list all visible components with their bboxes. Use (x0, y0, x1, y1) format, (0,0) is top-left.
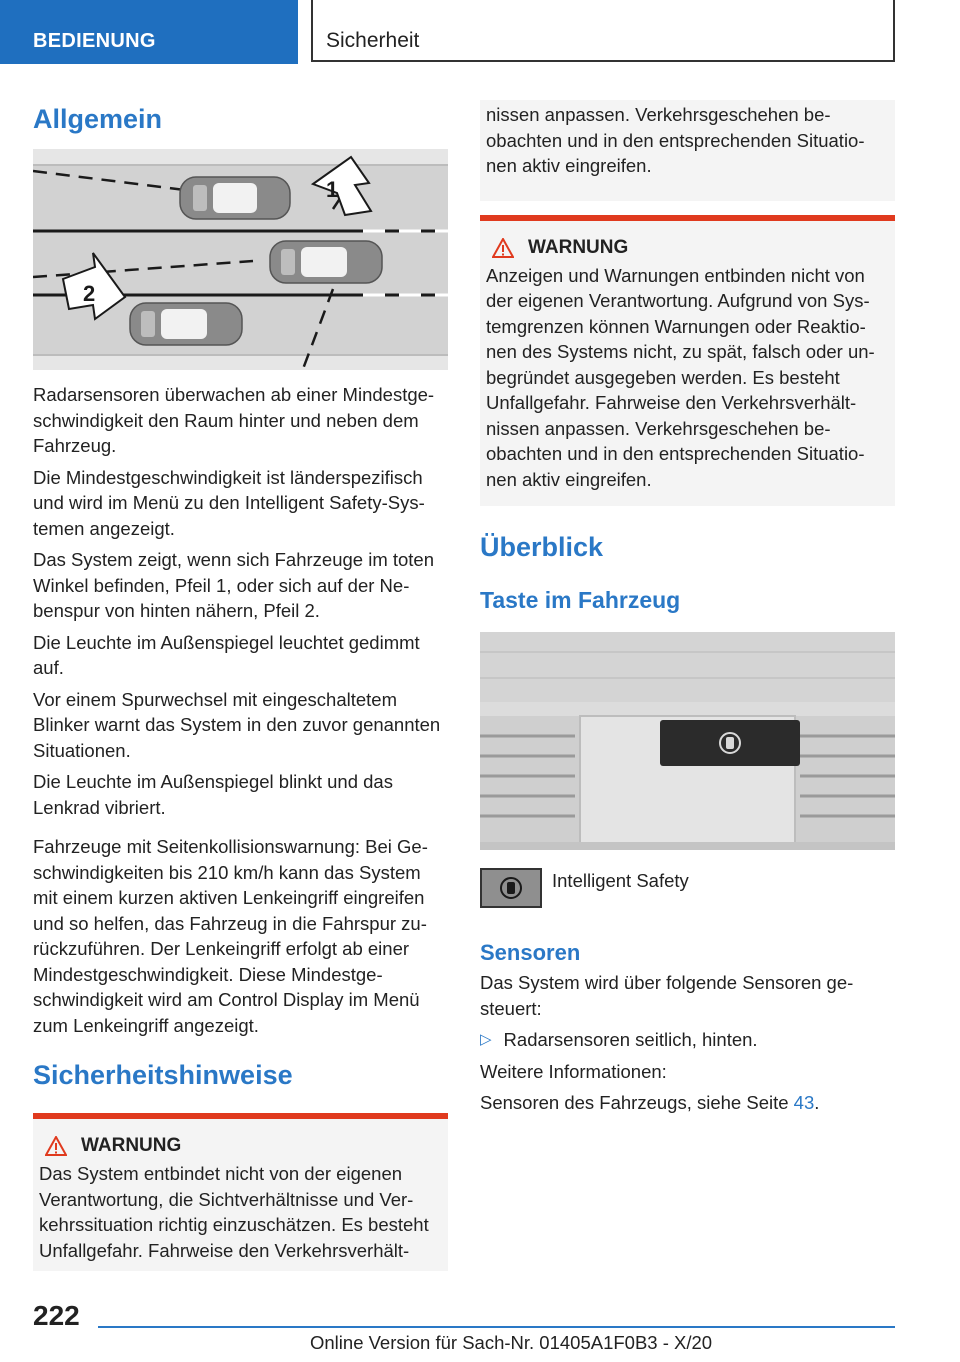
warning-text: nissen anpassen. Verkehrsgeschehen beobachten und in den entsprechenden Situationen aktiv eingreifen. (486, 104, 865, 176)
dashboard-button-figure (480, 632, 895, 850)
heading-overview: Überblick (480, 532, 604, 562)
button-legend (480, 868, 895, 908)
warning-box-2 (480, 215, 895, 507)
car-1-icon (180, 177, 290, 219)
paragraph: Die Leuchte im Außenspiegel leuchtet gedimmt auf. (33, 631, 420, 678)
warning-title: WARNUNG (39, 1135, 442, 1157)
heading-safety: Sicherheitshinweise (33, 1060, 293, 1090)
warning-box-1-continued (480, 100, 895, 201)
chapter-tab (311, 0, 895, 62)
car-3-icon (130, 303, 242, 345)
paragraph: Das System zeigt, wenn sich Fahrzeuge im toten Winkel befinden, Pfeil 1, oder sich auf der Nebenspur von hinten nähern, Pfeil 2. (33, 549, 435, 621)
warning-title: WARNUNG (486, 237, 889, 259)
footer-divider (98, 1326, 895, 1328)
dashboard-illustration (480, 632, 895, 850)
car-2-icon (270, 241, 382, 283)
intelligent-safety-icon (480, 868, 542, 908)
heading-sensors: Sensoren (480, 940, 581, 965)
footer-text: Online Version für Sach-Nr. 01405A1F0B3 - X/20 (310, 1332, 713, 1353)
arrow-2-label: 2 (83, 281, 96, 306)
bullet-triangle-icon: ▷ (480, 1031, 492, 1048)
warning-icon (492, 238, 514, 258)
paragraph: Die Mindestgeschwindigkeit ist länderspezifisch und wird im Menü zu den Intelligent Safety-Systemen angezeigt. (33, 466, 425, 539)
road-illustration (33, 149, 448, 370)
heading-button: Taste im Fahrzeug (480, 587, 681, 613)
paragraph: Die Leuchte im Außenspiegel blinkt und das Lenkrad vibriert. (33, 771, 393, 818)
section-title: BEDIENUNG (33, 30, 156, 52)
section-tab (0, 0, 298, 64)
warning-box-1 (33, 1113, 448, 1271)
chapter-title: Sicherheit (326, 29, 420, 52)
page-reference: Sensoren des Fahrzeugs, siehe Seite 43. (480, 1092, 820, 1113)
page-number: 222 (33, 1300, 80, 1331)
arrow-1-label: 1 (326, 177, 339, 202)
sensors-intro: Das System wird über folgende Sensoren gesteuert: (480, 972, 854, 1019)
blind-spot-figure (33, 149, 448, 370)
warning-icon (45, 1136, 67, 1156)
paragraph: Fahrzeuge mit Seitenkollisionswarnung: Bei Geschwindigkeiten bis 210 km/h kann das System mit einem kurzen aktiven Lenkeingriff eingreifen und so helfen, das Fahrzeug in die Fahrspur zurückzuführen. Der Lenkeingriff erfolgt ab einer Mindestgeschwindigkeit. Diese Mindestgeschwindigkeit wird am Control Display im Menü zum Lenkeingriff angezeigt. (33, 836, 428, 1036)
warning-text: Das System entbindet nicht von der eigenen Verantwortung, die Sichtverhältnisse und Verkehrssituation richtig einzuschätzen. Es besteht Unfallgefahr. Fahrweise den Verkehrsverhält- (39, 1163, 429, 1261)
warning-text: Anzeigen und Warnungen entbinden nicht von der eigenen Verantwortung. Aufgrund von Systemgrenzen können Warnungen oder Reaktionen des Systems nicht, zu spät, falsch oder unbegründet ausgegeben werden. Es besteht Unfallgefahr. Fahrweise den Verkehrsverhältnissen anpassen. Verkehrsgeschehen beobachten und in den entsprechenden Situationen aktiv eingreifen. (486, 264, 875, 490)
more-info: Weitere Informationen: (480, 1060, 667, 1082)
list-item: ▷ Radarsensoren seitlich, hinten. (480, 1027, 895, 1053)
page-link[interactable]: 43 (793, 1092, 815, 1113)
right-column (480, 100, 895, 1122)
button-label: Intelligent Safety (552, 870, 689, 891)
left-column (33, 96, 448, 1271)
paragraph: Radarsensoren überwachen ab einer Mindestgeschwindigkeit den Raum hinter und neben dem Fahrzeug. (33, 384, 435, 456)
paragraph: Vor einem Spurwechsel mit eingeschaltetem Blinker warnt das System in den zuvor genannten Situationen. (33, 688, 441, 761)
heading-general: Allgemein (33, 104, 163, 134)
